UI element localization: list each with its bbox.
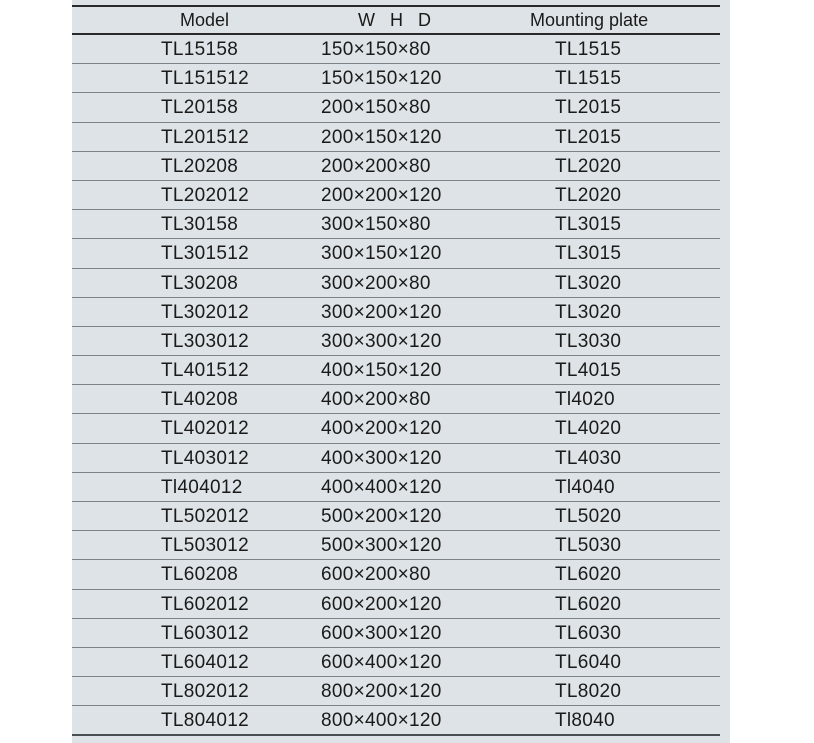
table-row bbox=[72, 35, 720, 64]
table-row bbox=[72, 152, 720, 181]
dimensions-cell: 600×300×120 bbox=[321, 622, 442, 644]
dimensions-cell: 500×300×120 bbox=[321, 535, 442, 557]
table-row bbox=[72, 677, 720, 706]
dimensions-cell: 200×150×80 bbox=[321, 97, 431, 119]
table-row bbox=[72, 385, 720, 414]
table-body bbox=[72, 35, 720, 736]
dimensions-cell: 300×150×80 bbox=[321, 214, 431, 236]
model-cell: TL201512 bbox=[161, 126, 249, 148]
table-row bbox=[72, 531, 720, 560]
mounting-plate-cell: TL5030 bbox=[555, 535, 622, 557]
model-cell: TL301512 bbox=[161, 243, 249, 265]
mounting-plate-cell: TL6020 bbox=[555, 564, 622, 586]
mounting-plate-cell: TL6030 bbox=[555, 622, 622, 644]
mounting-plate-cell: TL3015 bbox=[555, 214, 622, 236]
model-cell: TL151512 bbox=[161, 68, 249, 90]
header-whd: W H D bbox=[358, 10, 431, 30]
model-cell: TL20158 bbox=[161, 97, 239, 119]
model-cell: TL202012 bbox=[161, 184, 249, 206]
model-cell: Tl404012 bbox=[161, 476, 243, 498]
dimensions-cell: 500×200×120 bbox=[321, 506, 442, 527]
table-row bbox=[72, 298, 720, 327]
dimensions-cell: 200×200×120 bbox=[321, 184, 442, 206]
mounting-plate-cell: TL1515 bbox=[555, 39, 622, 60]
table-row bbox=[72, 123, 720, 152]
model-cell: TL603012 bbox=[161, 622, 249, 644]
dimensions-cell: 400×150×120 bbox=[321, 360, 442, 382]
table-row bbox=[72, 560, 720, 589]
dimensions-cell: 400×300×120 bbox=[321, 447, 442, 469]
table-row bbox=[72, 239, 720, 268]
table-row bbox=[72, 356, 720, 385]
dimensions-cell: 800×200×120 bbox=[321, 681, 442, 703]
dimensions-cell: 200×150×120 bbox=[321, 126, 442, 148]
dimensions-cell: 300×200×80 bbox=[321, 272, 431, 294]
model-cell: TL302012 bbox=[161, 301, 249, 323]
mounting-plate-cell: TL2020 bbox=[555, 184, 622, 206]
model-cell: TL40208 bbox=[161, 389, 239, 411]
mounting-plate-cell: TL8020 bbox=[555, 681, 622, 703]
model-cell: TL604012 bbox=[161, 651, 249, 673]
dimensions-cell: 150×150×120 bbox=[321, 68, 442, 90]
header-model: Model bbox=[180, 10, 230, 30]
model-cell: TL401512 bbox=[161, 360, 249, 382]
mounting-plate-cell: TL2020 bbox=[555, 155, 622, 177]
table-row bbox=[72, 706, 720, 735]
model-cell: TL602012 bbox=[161, 593, 249, 615]
table-row bbox=[72, 64, 720, 93]
dimensions-cell: 300×200×120 bbox=[321, 301, 442, 323]
model-cell: TL20208 bbox=[161, 155, 239, 177]
dimensions-cell: 600×200×80 bbox=[321, 564, 431, 586]
header-mounting-plate: Mounting plate bbox=[530, 10, 649, 30]
table-row bbox=[72, 269, 720, 298]
mounting-plate-cell: TL2015 bbox=[555, 97, 622, 119]
model-cell: TL30208 bbox=[161, 272, 239, 294]
model-cell: TL802012 bbox=[161, 681, 249, 703]
model-cell: TL60208 bbox=[161, 564, 239, 586]
mounting-plate-cell: TL4030 bbox=[555, 447, 622, 469]
model-cell: TL402012 bbox=[161, 418, 249, 440]
table-row bbox=[72, 619, 720, 648]
dimensions-cell: 300×300×120 bbox=[321, 330, 442, 352]
table-row bbox=[72, 210, 720, 239]
mounting-plate-cell: TL2015 bbox=[555, 126, 622, 148]
model-cell: TL804012 bbox=[161, 710, 249, 732]
table-row bbox=[72, 444, 720, 473]
mounting-plate-cell: TL3015 bbox=[555, 243, 622, 265]
mounting-plate-cell: Tl4040 bbox=[555, 476, 615, 498]
table-row bbox=[72, 414, 720, 443]
dimensions-cell: 400×200×80 bbox=[321, 389, 431, 411]
mounting-plate-cell: TL6020 bbox=[555, 593, 622, 615]
mounting-plate-cell: TL1515 bbox=[555, 68, 622, 90]
table-row bbox=[72, 181, 720, 210]
model-cell: TL15158 bbox=[161, 39, 239, 60]
table-row bbox=[72, 327, 720, 356]
mounting-plate-cell: TL4015 bbox=[555, 360, 622, 382]
dimensions-cell: 300×150×120 bbox=[321, 243, 442, 265]
mounting-plate-cell: Tl8040 bbox=[555, 710, 615, 732]
mounting-plate-cell: TL3020 bbox=[555, 272, 622, 294]
model-cell: TL503012 bbox=[161, 535, 249, 557]
mounting-plate-cell: Tl4020 bbox=[555, 389, 615, 411]
mounting-plate-cell: TL5020 bbox=[555, 506, 622, 527]
model-cell: TL303012 bbox=[161, 330, 249, 352]
table-row bbox=[72, 473, 720, 502]
dimensions-cell: 800×400×120 bbox=[321, 710, 442, 732]
table-top-rule bbox=[72, 5, 720, 7]
dimensions-cell: 150×150×80 bbox=[321, 39, 431, 60]
model-cell: TL502012 bbox=[161, 506, 249, 527]
dimensions-cell: 200×200×80 bbox=[321, 155, 431, 177]
table-row bbox=[72, 590, 720, 619]
table-row bbox=[72, 648, 720, 677]
dimensions-cell: 600×200×120 bbox=[321, 593, 442, 615]
table-row bbox=[72, 93, 720, 122]
dimensions-cell: 400×200×120 bbox=[321, 418, 442, 440]
mounting-plate-cell: TL4020 bbox=[555, 418, 622, 440]
mounting-plate-cell: TL6040 bbox=[555, 651, 622, 673]
model-cell: TL30158 bbox=[161, 214, 239, 236]
mounting-plate-cell: TL3020 bbox=[555, 301, 622, 323]
dimensions-cell: 400×400×120 bbox=[321, 476, 442, 498]
dimensions-cell: 600×400×120 bbox=[321, 651, 442, 673]
mounting-plate-cell: TL3030 bbox=[555, 330, 622, 352]
table-row bbox=[72, 502, 720, 531]
model-cell: TL403012 bbox=[161, 447, 249, 469]
